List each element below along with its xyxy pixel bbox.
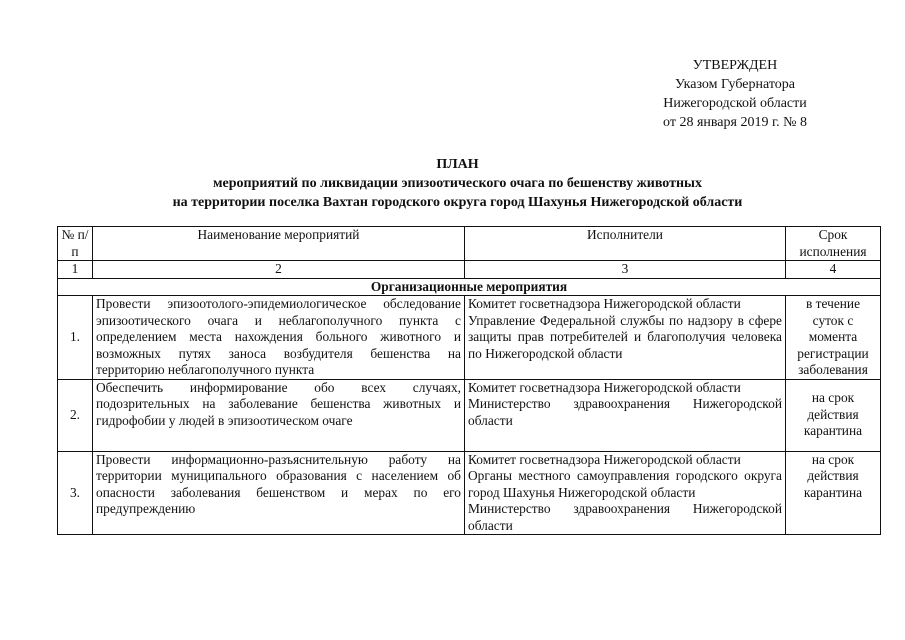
column-number: 1 bbox=[58, 261, 93, 279]
title-line-2: на территории поселка Вахтан городского округа город Шахунья Нижегородской области bbox=[172, 195, 743, 210]
column-number: 3 bbox=[465, 261, 786, 279]
row-name: Провести эпизоотолого-эпидемиологическое обследование эпизоотического очага и неблагополучного пункта с определением места нахождения больного животного и возможных путях заноса возбудителя бешенства на территорию неблагополучного пункта bbox=[93, 296, 465, 380]
row-deadline: на срок действия карантина bbox=[786, 379, 881, 451]
column-number: 2 bbox=[93, 261, 465, 279]
section-row bbox=[58, 278, 881, 296]
row-executors bbox=[465, 296, 786, 380]
header-num: № п/п bbox=[58, 227, 93, 261]
document-title bbox=[90, 155, 825, 212]
executor: Комитет госветнадзора Нижегородской области bbox=[468, 379, 741, 395]
plan-table bbox=[57, 226, 881, 535]
table-row bbox=[58, 451, 881, 535]
column-number: 4 bbox=[786, 261, 881, 279]
row-deadline: на срок действия карантина bbox=[786, 451, 881, 535]
executor: Министерство здравоохранения Нижегородской области bbox=[468, 396, 782, 428]
approval-line: от 28 января 2019 г. № 8 bbox=[663, 115, 807, 130]
approval-line: Указом Губернатора bbox=[674, 77, 796, 92]
executor: Министерство здравоохранения Нижегородской области bbox=[468, 501, 782, 533]
executor: Органы местного самоуправления городского округа город Шахунья Нижегородской области bbox=[468, 468, 782, 500]
row-name: Обеспечить информирование обо всех случаях, подозрительных на заболевание бешенства животных и гидрофобии у людей в эпизоотическом очаге bbox=[93, 379, 465, 451]
row-num: 1. bbox=[58, 296, 93, 380]
table-row bbox=[58, 379, 881, 451]
column-numbers-row bbox=[58, 261, 881, 279]
header-executors: Исполнители bbox=[465, 227, 786, 261]
executor: Комитет госветнадзора Нижегородской области bbox=[468, 296, 741, 311]
approval-line: УТВЕРЖДЕН bbox=[692, 58, 778, 73]
row-num: 3. bbox=[58, 451, 93, 535]
title-line-1: мероприятий по ликвидации эпизоотического очага по бешенству животных bbox=[212, 176, 702, 191]
approval-stamp bbox=[620, 56, 850, 132]
section-title: Организационные мероприятия bbox=[58, 278, 881, 296]
row-deadline: в течение суток с момента регистрации заболевания bbox=[786, 296, 881, 380]
approval-line: Нижегородской области bbox=[663, 96, 807, 111]
header-name: Наименование мероприятий bbox=[93, 227, 465, 261]
row-executors bbox=[465, 379, 786, 451]
table-row bbox=[58, 296, 881, 380]
row-num: 2. bbox=[58, 379, 93, 451]
row-name: Провести информационно-разъяснительную работу на территории муниципального образования с населением об опасности заболевания бешенством и мерах по его предупреждению bbox=[93, 451, 465, 535]
header-deadline: Срок исполнения bbox=[786, 227, 881, 261]
row-executors bbox=[465, 451, 786, 535]
executor: Комитет госветнадзора Нижегородской области bbox=[468, 451, 741, 467]
table-header-row bbox=[58, 227, 881, 261]
executor: Управление Федеральной службы по надзору в сфере защиты прав потребителей и благополучия человека по Нижегородской области bbox=[468, 312, 782, 361]
title-main: ПЛАН bbox=[436, 157, 479, 172]
